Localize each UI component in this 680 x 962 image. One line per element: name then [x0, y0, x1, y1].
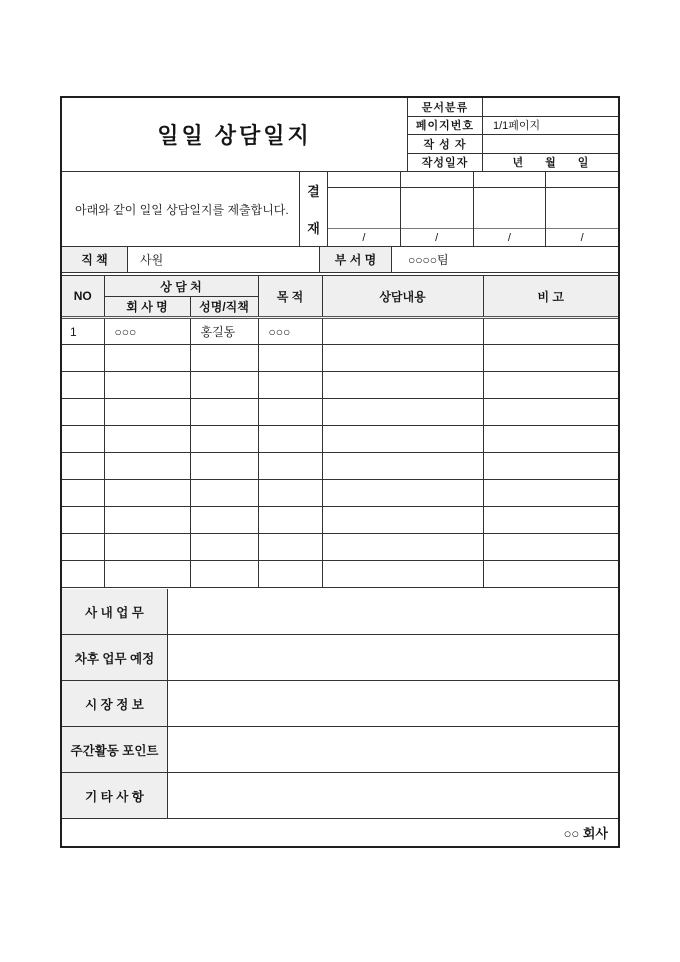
- approval-signature-cell: [474, 188, 546, 229]
- cell-company: [104, 426, 190, 453]
- section-row: [62, 681, 618, 727]
- info-label: 문서분류: [408, 98, 483, 116]
- consultation-table-body: [62, 318, 618, 588]
- cell-company: [104, 561, 190, 588]
- info-table: [408, 98, 618, 171]
- approval-name-cell: [474, 172, 546, 188]
- section-row: [62, 727, 618, 773]
- footer-company: ○○ 회사: [563, 826, 608, 841]
- cell-no: [62, 345, 104, 372]
- cell-note: [483, 480, 618, 507]
- bottom-sections: [62, 589, 618, 819]
- cell-company: [104, 453, 190, 480]
- approval-name-cell: [328, 172, 400, 188]
- table-row: [62, 399, 618, 426]
- info-value: [483, 98, 618, 116]
- col-header-name-title: 성명/직책: [190, 297, 258, 318]
- approval-column: [401, 172, 474, 246]
- consultation-table-header: [62, 276, 618, 318]
- approval-columns: [328, 172, 618, 246]
- cell-company: [104, 480, 190, 507]
- section-content: [168, 773, 618, 818]
- cell-name: [190, 480, 258, 507]
- info-row-doc-class: [408, 98, 618, 117]
- table-row: [62, 372, 618, 399]
- table-row: [62, 534, 618, 561]
- info-label: 작 성 자: [408, 135, 483, 153]
- consultation-table: [62, 275, 618, 588]
- info-row-author: [408, 135, 618, 154]
- section-label: 주간활동 포인트: [62, 727, 168, 772]
- approval-stamp-label: [300, 172, 328, 246]
- approval-signature-cell: [401, 188, 473, 229]
- cell-company: [104, 507, 190, 534]
- table-row: [62, 345, 618, 372]
- table-row: [62, 480, 618, 507]
- section-content: [168, 589, 618, 634]
- cell-purpose: [258, 561, 322, 588]
- table-row: [62, 426, 618, 453]
- approval-label-bottom: 재: [307, 221, 320, 236]
- cell-content: [322, 318, 483, 345]
- cell-purpose: [258, 507, 322, 534]
- cell-name: [190, 345, 258, 372]
- cell-note: [483, 561, 618, 588]
- cell-purpose: [258, 480, 322, 507]
- cell-purpose: [258, 372, 322, 399]
- cell-note: [483, 507, 618, 534]
- info-value: 년 월 일: [512, 157, 589, 170]
- cell-company: [104, 345, 190, 372]
- cell-company: [104, 372, 190, 399]
- cell-note: [483, 399, 618, 426]
- cell-name: [190, 399, 258, 426]
- col-header-counsel-group: 상 담 처: [104, 276, 258, 297]
- cell-name: [190, 453, 258, 480]
- cell-no: [62, 507, 104, 534]
- approval-name-cell: [546, 172, 618, 188]
- cell-content: [322, 507, 483, 534]
- cell-content: [322, 372, 483, 399]
- info-row-page-number: [408, 117, 618, 136]
- cell-company: [104, 399, 190, 426]
- cell-purpose: [258, 345, 322, 372]
- approval-date-cell: /: [507, 231, 511, 244]
- col-header-content: 상담내용: [322, 276, 483, 318]
- cell-note: [483, 345, 618, 372]
- daily-consultation-form: [60, 96, 620, 848]
- submission-message: 아래와 같이 일일 상담일지를 제출합니다.: [62, 172, 300, 246]
- cell-purpose: [258, 426, 322, 453]
- approval-column: [328, 172, 401, 246]
- cell-name: [190, 561, 258, 588]
- section-label: 시 장 정 보: [62, 681, 168, 726]
- section-row: [62, 773, 618, 819]
- form-title: 일일 상담일지: [62, 98, 408, 171]
- info-label: 작성일자: [408, 154, 483, 172]
- form-header: [62, 98, 618, 172]
- cell-content: [322, 480, 483, 507]
- cell-purpose: [258, 399, 322, 426]
- cell-note: [483, 534, 618, 561]
- position-row: [62, 247, 618, 273]
- table-row: [62, 507, 618, 534]
- department-value: ○○○○팀: [408, 253, 449, 267]
- position-value: 사원: [128, 247, 320, 272]
- cell-no: [62, 453, 104, 480]
- approval-column: [474, 172, 547, 246]
- info-value: 1/1페이지: [493, 120, 541, 133]
- cell-note: [483, 453, 618, 480]
- section-label: 차후 업무 예정: [62, 635, 168, 680]
- approval-label-top: 결: [307, 184, 320, 199]
- col-header-no: NO: [62, 276, 104, 318]
- section-row: [62, 589, 618, 635]
- cell-content: [322, 534, 483, 561]
- approval-signature-cell: [546, 188, 618, 229]
- cell-no: [62, 561, 104, 588]
- approval-column: [546, 172, 618, 246]
- cell-no: 1: [62, 318, 104, 345]
- table-row: [62, 453, 618, 480]
- cell-content: [322, 426, 483, 453]
- position-label: 직 책: [62, 247, 128, 272]
- table-row: [62, 561, 618, 588]
- col-header-company: 회 사 명: [104, 297, 190, 318]
- cell-name: 홍길동: [190, 318, 258, 345]
- approval-name-cell: [401, 172, 473, 188]
- cell-note: [483, 372, 618, 399]
- cell-company: [104, 534, 190, 561]
- cell-no: [62, 372, 104, 399]
- cell-name: [190, 426, 258, 453]
- info-row-write-date: [408, 154, 618, 172]
- cell-no: [62, 399, 104, 426]
- department-label: 부 서 명: [320, 247, 392, 272]
- section-content: [168, 635, 618, 680]
- section-content: [168, 681, 618, 726]
- approval-date-cell: /: [435, 231, 439, 244]
- cell-purpose: [258, 534, 322, 561]
- approval-date-cell: /: [362, 231, 366, 244]
- cell-no: [62, 426, 104, 453]
- info-value: [483, 135, 618, 153]
- cell-name: [190, 534, 258, 561]
- col-header-purpose: 목 적: [258, 276, 322, 318]
- section-label: 기 타 사 항: [62, 773, 168, 818]
- cell-no: [62, 480, 104, 507]
- cell-content: [322, 453, 483, 480]
- cell-content: [322, 561, 483, 588]
- cell-note: [483, 318, 618, 345]
- form-footer: [62, 819, 618, 846]
- cell-name: [190, 372, 258, 399]
- col-header-note: 비 고: [483, 276, 618, 318]
- approval-date-cell: /: [580, 231, 584, 244]
- info-label: 페이지번호: [408, 117, 483, 135]
- approval-signature-cell: [328, 188, 400, 229]
- approval-section: [62, 172, 618, 247]
- section-content: [168, 727, 618, 772]
- cell-company: ○○○: [104, 318, 190, 345]
- cell-content: [322, 399, 483, 426]
- section-label: 사 내 업 무: [62, 589, 168, 634]
- cell-note: [483, 426, 618, 453]
- section-row: [62, 635, 618, 681]
- cell-name: [190, 507, 258, 534]
- cell-purpose: [258, 453, 322, 480]
- cell-content: [322, 345, 483, 372]
- cell-purpose: ○○○: [258, 318, 322, 345]
- cell-no: [62, 534, 104, 561]
- table-row: [62, 318, 618, 345]
